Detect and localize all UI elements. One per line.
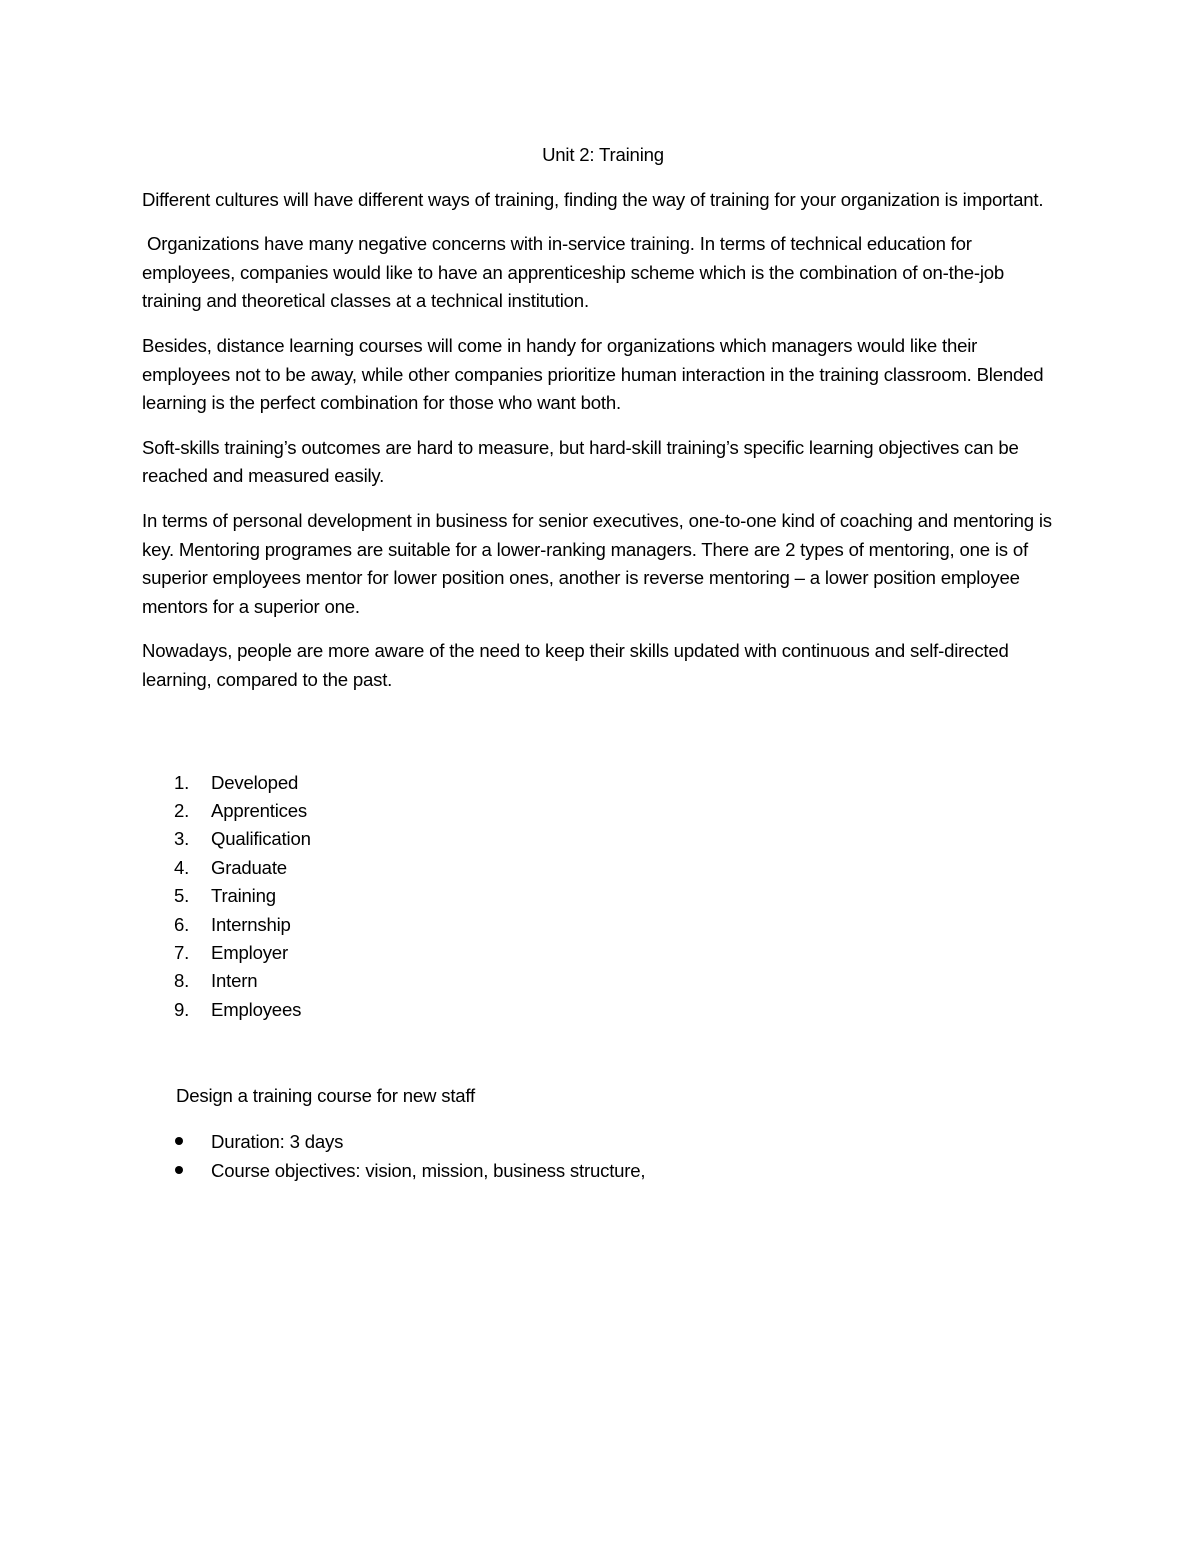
list-item-text: Employer — [211, 941, 288, 963]
document-body — [142, 141, 1064, 1186]
section-heading: Design a training course for new staff — [176, 1085, 476, 1107]
list-item — [142, 939, 1064, 967]
list-number: 6. — [174, 913, 190, 935]
list-number: 4. — [174, 856, 190, 878]
list-number: 8. — [174, 970, 190, 992]
bullet-text: Course objectives: vision, mission, business structure, — [211, 1160, 646, 1182]
list-item — [142, 967, 1064, 995]
list-item-text: Training — [211, 885, 276, 907]
course-details-list — [142, 1127, 1064, 1186]
list-item-text: Apprentices — [211, 799, 307, 821]
list-item — [142, 825, 1064, 853]
list-item-text: Graduate — [211, 856, 287, 878]
list-item — [142, 911, 1064, 939]
list-item-text: Qualification — [211, 828, 311, 850]
list-item-text: Internship — [211, 913, 291, 935]
list-item — [142, 769, 1064, 797]
paragraph-mentoring: In terms of personal development in business for senior executives, one-to-one kind of coaching and mentoring is key. Mentoring programes are suitable for a lower-ranking managers. There are 2 types of mentoring, one is of superior employees mentor for lower position ones, another is reverse mentoring – a lower position employee mentors for a superior one. — [142, 509, 1052, 617]
list-item — [142, 1127, 1064, 1157]
list-item-text: Intern — [211, 970, 258, 992]
vocabulary-list — [142, 769, 1064, 1025]
paragraph-in-service-training: Organizations have many negative concerns with in-service training. In terms of technical education for employees, companies would like to have an apprenticeship scheme which is the combination of on-the-job training and theoretical classes at a technical institution. — [142, 233, 1010, 312]
list-number: 9. — [174, 998, 190, 1020]
list-item — [142, 996, 1064, 1024]
document-title: Unit 2: Training — [542, 144, 664, 165]
list-number: 5. — [174, 885, 190, 907]
list-item — [142, 882, 1064, 910]
list-item — [142, 854, 1064, 882]
list-number: 2. — [174, 799, 190, 821]
bullet-icon — [175, 1137, 183, 1145]
list-number: 3. — [174, 828, 190, 850]
bullet-icon — [175, 1166, 183, 1174]
paragraph-distance-learning: Besides, distance learning courses will come in handy for organizations which managers would like their employees not to be away, while other companies prioritize human interaction in the training classroom. Blended learning is the perfect combination for those who want both. — [142, 334, 1044, 414]
list-item-text: Employees — [211, 998, 302, 1020]
paragraph-cultures: Different cultures will have different ways of training, finding the way of training for your organization is important. — [142, 188, 1044, 210]
list-item-text: Developed — [211, 771, 299, 793]
list-item — [142, 797, 1064, 825]
list-number: 7. — [174, 941, 190, 963]
list-item — [142, 1156, 1064, 1186]
paragraph-self-directed-learning: Nowadays, people are more aware of the need to keep their skills updated with continuous and self-directed learning, compared to the past. — [142, 640, 1009, 690]
paragraph-soft-skills: Soft-skills training’s outcomes are hard to measure, but hard-skill training’s specific learning objectives can be reached and measured easily. — [142, 436, 1019, 487]
bullet-text: Duration: 3 days — [211, 1130, 344, 1152]
list-number: 1. — [174, 771, 190, 793]
